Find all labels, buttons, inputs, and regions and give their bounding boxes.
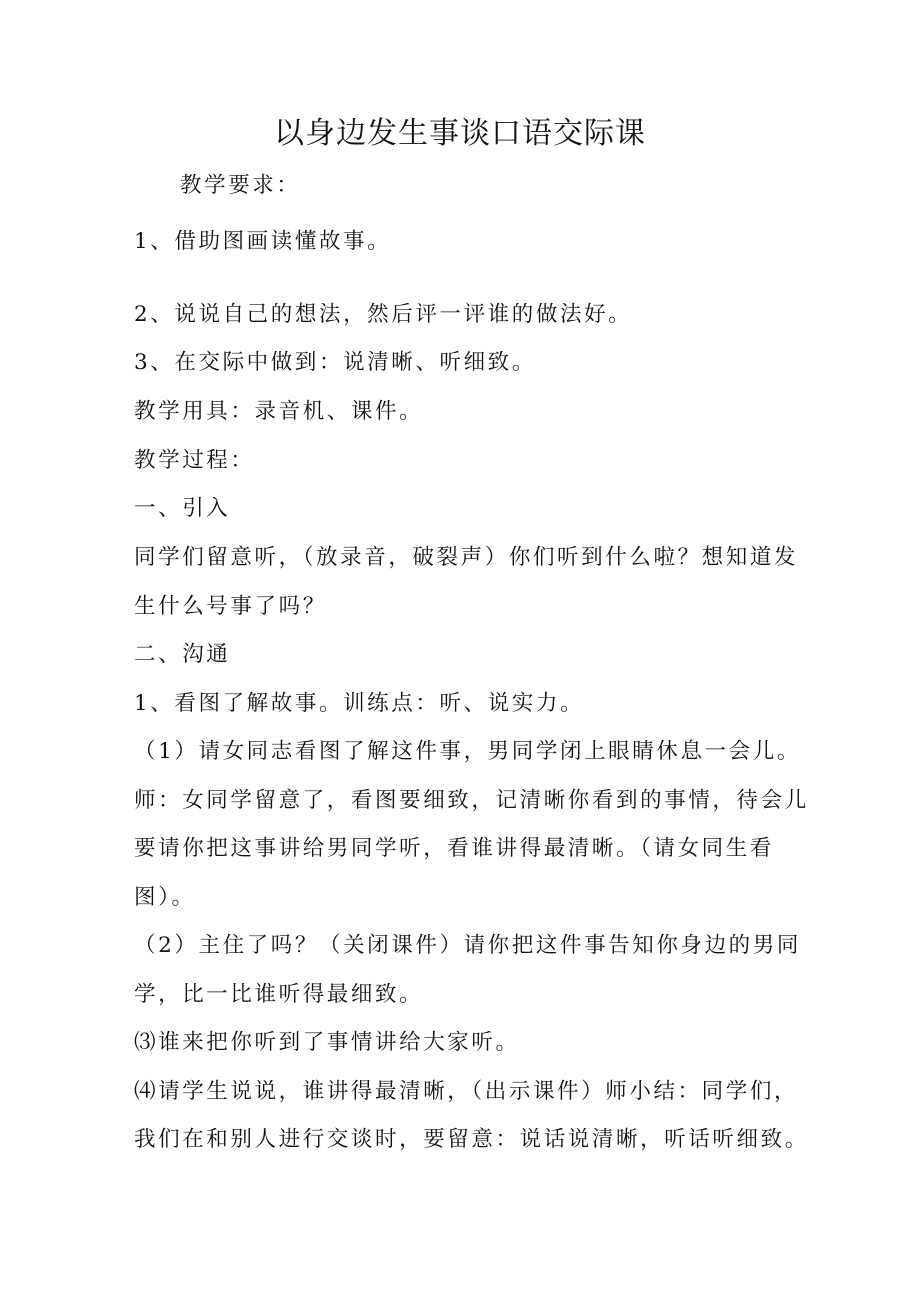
requirement-1: 1、借助图画读懂故事。 bbox=[134, 229, 392, 254]
section-heading-communication: 二、沟通 bbox=[134, 642, 231, 667]
sub-item-3: ⑶谁来把你听到了事情讲给大家听。 bbox=[134, 1030, 520, 1055]
section-heading-intro: 一、引入 bbox=[134, 496, 231, 521]
sub-item-1: （1）请女同志看图了解这件事，男同学闭上眼睛休息一会儿。 bbox=[134, 739, 801, 764]
paragraph-line: 学，比一比谁听得最细致。 bbox=[134, 982, 424, 1007]
paragraph-line: 生什么号事了吗？ bbox=[134, 594, 327, 619]
requirement-3: 3、在交际中做到：说清晰、听细致。 bbox=[134, 350, 536, 375]
paragraph-line: 同学们留意听，（放录音，破裂声）你们听到什么啦？想知道发 bbox=[134, 545, 799, 570]
document-title: 以身边发生事谈口语交际课 bbox=[274, 116, 646, 151]
paragraph-line: 我们在和别人进行交谈时，要留意：说话说清晰，听话听细致。 bbox=[134, 1127, 809, 1152]
sub-item-4: ⑷请学生说说，谁讲得最清晰，（出示课件）师小结：同学们， bbox=[134, 1079, 799, 1104]
sub-item-2: （2）主住了吗？（关闭课件）请你把这件事告知你身边的男同 bbox=[134, 933, 801, 958]
paragraph-line: 图）。 bbox=[134, 885, 196, 910]
list-item: 1、看图了解故事。训练点：听、说实力。 bbox=[134, 691, 585, 716]
requirement-2: 2、说说自己的想法，然后评一评谁的做法好。 bbox=[134, 302, 633, 327]
paragraph-line: 师：女同学留意了，看图要细致，记清晰你看到的事情，待会儿 bbox=[134, 788, 809, 813]
requirements-heading: 教学要求： bbox=[180, 173, 301, 198]
paragraph-line: 要请你把这事讲给男同学听，看谁讲得最清晰。（请女同生看 bbox=[134, 836, 774, 861]
process-heading: 教学过程： bbox=[134, 448, 255, 473]
teaching-tools: 教学用具：录音机、课件。 bbox=[134, 399, 424, 424]
